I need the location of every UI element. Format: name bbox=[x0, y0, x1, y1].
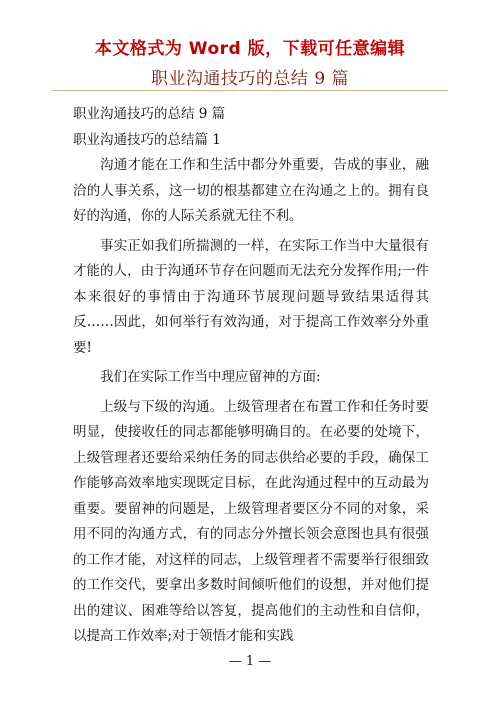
paragraph-1: 沟通才能在工作和生活中都分外重要，告成的事业，融洽的人事关系，这一切的根基都建立在沟通之上的。拥有良好的沟通，你的人际关系就无往不利。 bbox=[73, 157, 429, 224]
paragraph-2: 事实正如我们所揣测的一样，在实际工作当中大量很有才能的人，由于沟通环节存在问题而无法充分发挥作用;一件本来很好的事情由于沟通环节展现问题导致结果适得其反……因此，如何举行有效沟通，对于提高工作效率分外重要! bbox=[73, 237, 429, 356]
page-title: 职业沟通技巧的总结 9 篇 bbox=[150, 69, 350, 89]
paragraph-3: 我们在实际工作当中理应留神的方面: bbox=[100, 369, 321, 385]
page-number: — 1 — bbox=[228, 654, 272, 669]
paragraph-4: 上级与下级的沟通。上级管理者在布置工作和任务时要明显，使接收任的同志都能够明确目的。在必要的处境下，上级管理者还要给采纳任务的同志供给必要的手段，确保工作能够高效率地实现既定目标，在此沟通过程中的互动最为重要。要留神的问题是，上级管理者要区分不同的对象，采用不同的沟通方式，有的同志分外擅长领会意图也具有很强的工作才能，对这样的同志，上级管理者不需要举行很细致的工作交代，要拿出多数时间倾听他们的设想，并对他们提出的建议、困难等给以答复，提高他们的主动性和自信仰，以提高工作效率;对于领悟才能和实践 bbox=[73, 398, 429, 644]
section-heading: 职业沟通技巧的总结篇 1 bbox=[73, 131, 221, 148]
document-body bbox=[73, 102, 429, 654]
title-divider bbox=[52, 90, 448, 91]
subtitle-line: 职业沟通技巧的总结 9 篇 bbox=[73, 106, 226, 122]
word-format-banner: 本文格式为 Word 版，下载可任意编辑 bbox=[94, 39, 406, 59]
